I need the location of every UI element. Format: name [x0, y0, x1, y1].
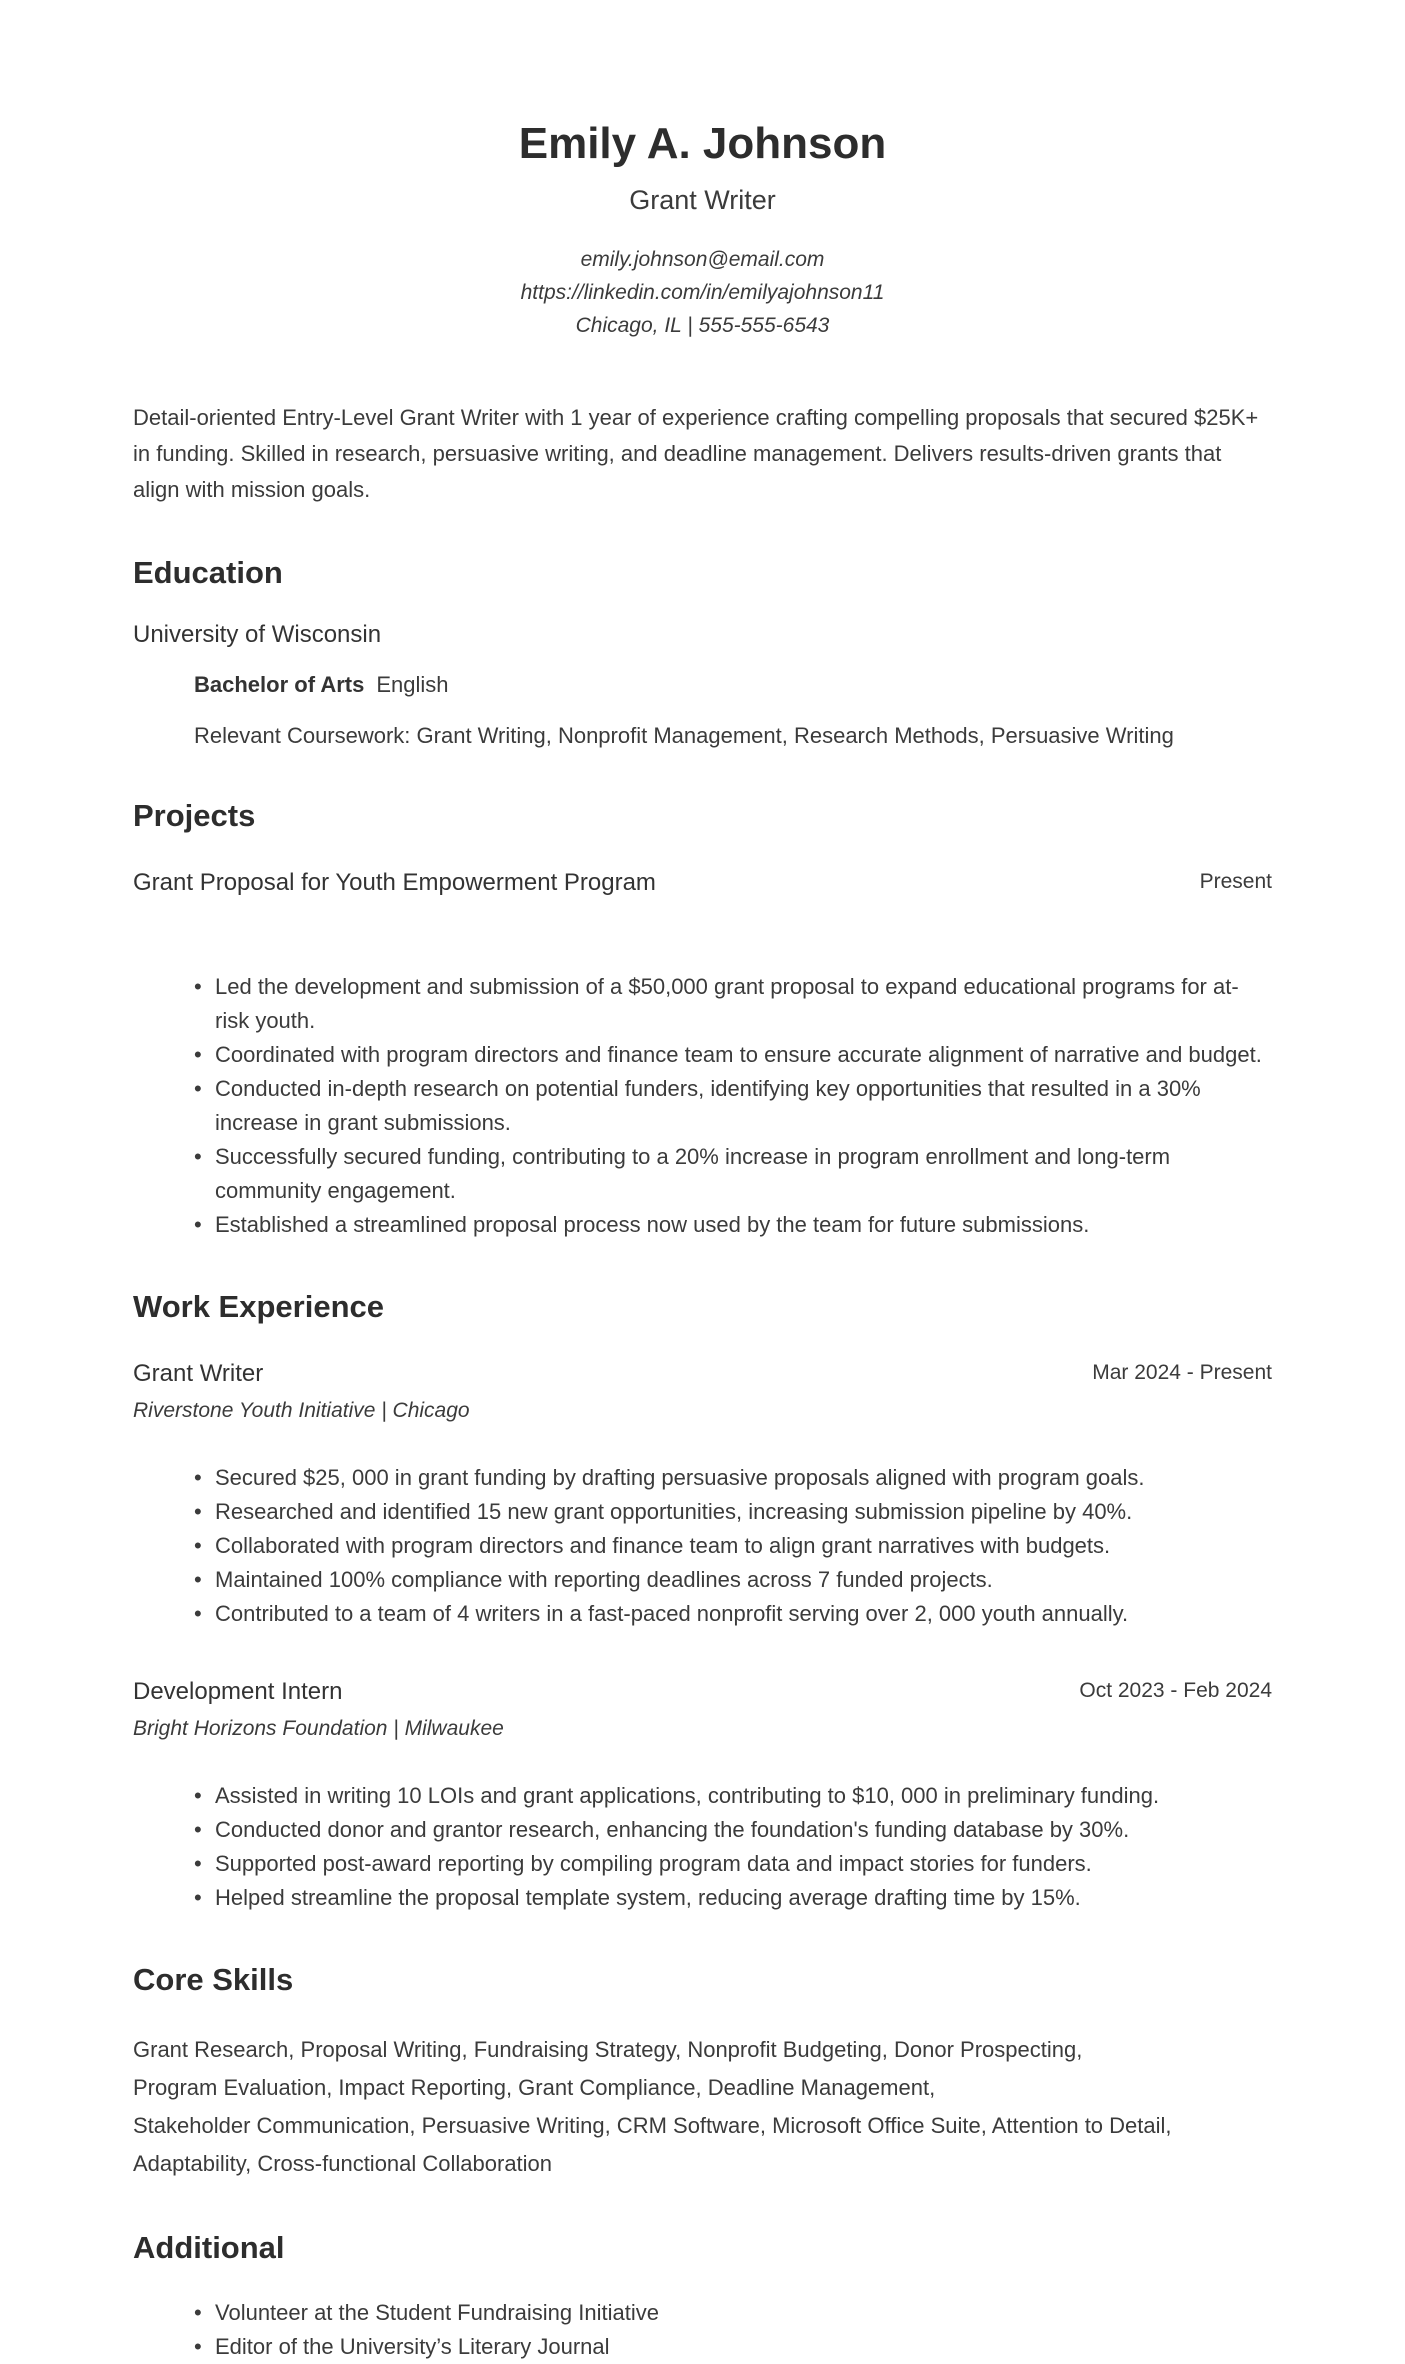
- school-name: University of Wisconsin: [133, 620, 382, 648]
- project-bullet: • Established a streamlined proposal process now used by the team for future submissions.: [215, 1208, 1272, 1242]
- skills-line: Grant Research, Proposal Writing, Fundraising Strategy, Nonprofit Budgeting, Donor Prospecting,: [133, 2036, 1083, 2062]
- contact-email: emily.johnson@email.com: [580, 247, 825, 271]
- job-bullet: • Collaborated with program directors and finance team to align grant narratives with budgets.: [215, 1529, 1272, 1563]
- section-skills: [133, 1961, 1272, 2182]
- skills-heading: Core Skills: [133, 1962, 294, 1998]
- job-bullet: • Researched and identified 15 new grant opportunities, increasing submission pipeline by 40%.: [215, 1495, 1272, 1529]
- project-bullet: • Coordinated with program directors and finance team to ensure accurate alignment of narrative and budget.: [215, 1038, 1272, 1072]
- job-header: [133, 1677, 1272, 1707]
- job-title: Grant Writer: [133, 1360, 264, 1388]
- job-bullet: • Assisted in writing 10 LOIs and grant applications, contributing to $10, 000 in preliminary funding.: [215, 1779, 1272, 1813]
- degree-name: Bachelor of Arts: [194, 671, 365, 697]
- experience-heading: Work Experience: [133, 1289, 384, 1325]
- education-heading: Education: [133, 554, 283, 590]
- skills-line: Program Evaluation, Impact Reporting, Grant Compliance, Deadline Management,: [133, 2074, 936, 2100]
- project-bullet: • Successfully secured funding, contributing to a 20% increase in program enrollment and long-term community engagement.: [215, 1140, 1272, 1208]
- job-bullet-list: [133, 1779, 1272, 1915]
- coursework-line: Relevant Coursework: Grant Writing, Nonprofit Management, Research Methods, Persuasive Writing: [194, 722, 1174, 748]
- skills-line: Adaptability, Cross-functional Collaboration: [133, 2150, 553, 2176]
- candidate-title: Grant Writer: [629, 185, 776, 216]
- contact-linkedin: https://linkedin.com/in/emilyajohnson11: [520, 280, 885, 304]
- project-bullet-list: [133, 970, 1272, 1242]
- job-item: [133, 1359, 1272, 1631]
- degree-major: English: [376, 671, 449, 697]
- additional-heading: Additional: [133, 2229, 285, 2265]
- project-title: Grant Proposal for Youth Empowerment Program: [133, 869, 656, 897]
- job-bullet: • Supported post-award reporting by compiling program data and impact stories for funders.: [215, 1847, 1272, 1881]
- skills-line: Stakeholder Communication, Persuasive Writing, CRM Software, Microsoft Office Suite, Attention to Detail,: [133, 2112, 1172, 2138]
- project-bullet: • Conducted in-depth research on potential funders, identifying key opportunities that resulted in a 30% increase in grant submissions.: [215, 1072, 1272, 1140]
- job-title: Development Intern: [133, 1678, 343, 1706]
- project-header: [133, 868, 1272, 898]
- job-company: Riverstone Youth Initiative | Chicago: [133, 1399, 470, 1423]
- contact-block: [133, 243, 1272, 342]
- project-bullet: • Led the development and submission of a $50,000 grant proposal to expand educational programs for at-risk youth.: [215, 970, 1272, 1038]
- project-date: Present: [1199, 870, 1272, 894]
- job-item: [133, 1677, 1272, 1915]
- job-bullet-list: [133, 1461, 1272, 1631]
- section-additional: [133, 2229, 1272, 2364]
- job-company: Bright Horizons Foundation | Milwaukee: [133, 1717, 504, 1741]
- projects-heading: Projects: [133, 797, 256, 833]
- skills-list: [133, 2031, 1272, 2183]
- summary-paragraph: Detail-oriented Entry-Level Grant Writer with 1 year of experience crafting compelling proposals that secured $25K+ in funding. Skilled in research, persuasive writing, and deadline management. Delivers results-driven grants that align with mission goals.: [133, 404, 1259, 502]
- section-projects: [133, 797, 1272, 1242]
- additional-bullet-list: [133, 2296, 1272, 2364]
- degree-line: [194, 670, 1272, 700]
- section-experience: [133, 1288, 1272, 1915]
- contact-location-phone: Chicago, IL | 555-555-6543: [575, 313, 830, 337]
- job-bullet: • Secured $25, 000 in grant funding by drafting persuasive proposals aligned with program goals.: [215, 1461, 1272, 1495]
- job-header: [133, 1359, 1272, 1389]
- job-dates: Mar 2024 - Present: [1092, 1361, 1272, 1385]
- job-bullet: • Contributed to a team of 4 writers in a fast-paced nonprofit serving over 2, 000 youth annually.: [215, 1597, 1272, 1631]
- job-dates: Oct 2023 - Feb 2024: [1079, 1679, 1272, 1703]
- resume-header: [133, 120, 1272, 342]
- section-education: [133, 554, 1272, 751]
- job-bullet: • Helped streamline the proposal template system, reducing average drafting time by 15%.: [215, 1881, 1272, 1915]
- job-bullet: • Maintained 100% compliance with reporting deadlines across 7 funded projects.: [215, 1563, 1272, 1597]
- job-bullet: • Conducted donor and grantor research, enhancing the foundation's funding database by 30%.: [215, 1813, 1272, 1847]
- additional-bullet: • Editor of the University’s Literary Journal: [215, 2330, 1272, 2364]
- candidate-name: Emily A. Johnson: [518, 119, 887, 168]
- additional-bullet: • Volunteer at the Student Fundraising Initiative: [215, 2296, 1272, 2330]
- project-item: [133, 868, 1272, 1242]
